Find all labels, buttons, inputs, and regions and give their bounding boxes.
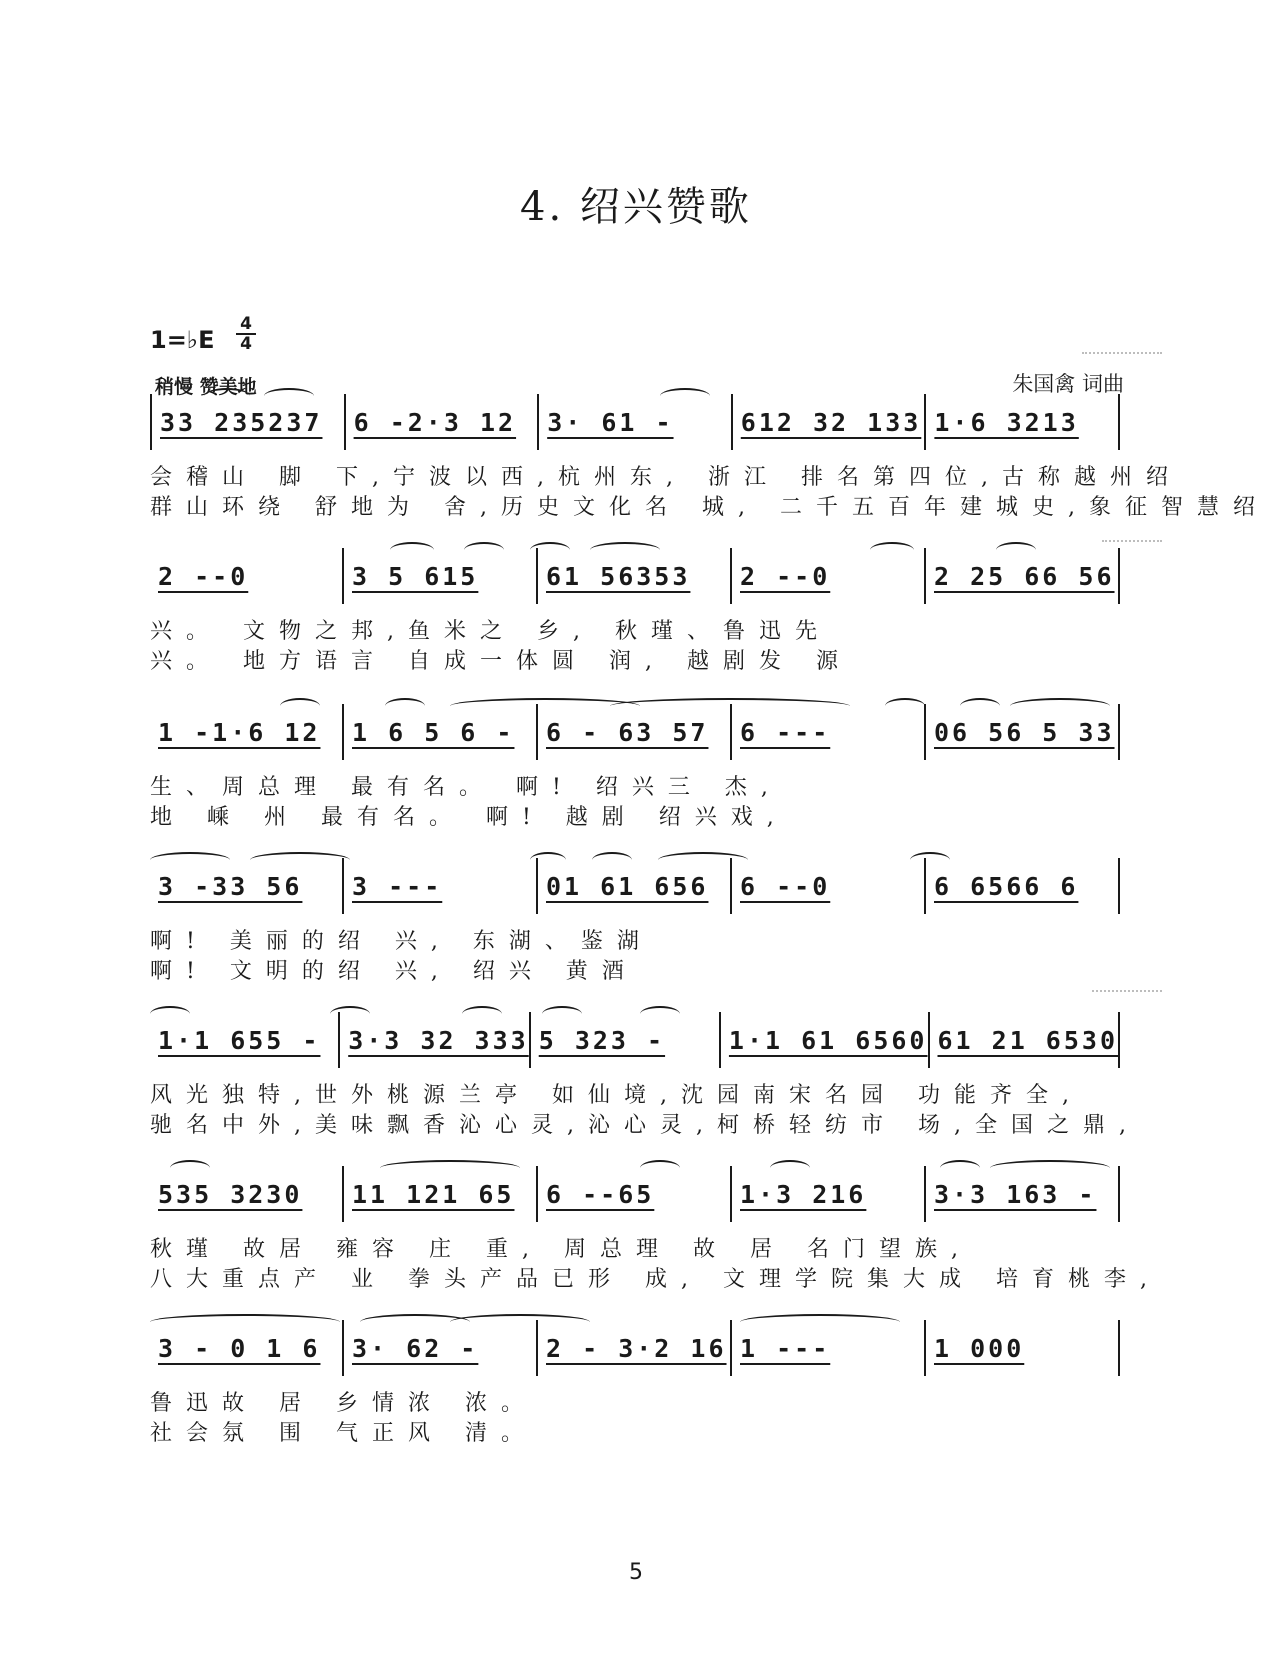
score-system [150,1012,1140,1138]
time-signature-bottom: 4 [240,334,252,354]
slur [380,1160,520,1176]
lyric-verse-2: 群山环绕 舒地为 舍,历史文化名 城, 二千五百年建城史,象征智慧绍 [150,495,1269,520]
lyric-verse-2: 八大重点产 业 拳头产品已形 成, 文理学院集大成 培育桃李, [150,1267,1161,1292]
measure: 01 61 656 [538,858,732,914]
slur [770,1160,810,1176]
song-title: 4. 绍兴赞歌 [520,184,752,230]
slur [640,1160,680,1176]
score-system [150,704,1120,830]
measure: 61 21 6530 [930,1012,1121,1068]
page-number: 5 [629,1560,643,1585]
slur [542,1006,582,1022]
staff-line [150,548,1120,604]
slur [280,698,320,714]
score-system [150,1320,1120,1446]
staff-line [150,704,1120,760]
measure: 3 -33 56 [150,858,344,914]
measure: 2 - 3·2 16 [538,1320,732,1376]
slur [170,1160,210,1176]
staff-line [150,1012,1120,1068]
lyric-verse-1: 秋瑾 故居 雍容 庄 重, 周总理 故 居 名门望族, [150,1237,972,1262]
slur [960,698,1000,714]
measure: 1·6 3213 [926,394,1120,450]
slur [996,542,1036,558]
measure: 3 --- [344,858,538,914]
time-signature-top: 4 [240,314,252,334]
lyric-verse-2: 啊! 文明的绍 兴, 绍兴 黄酒 [150,959,638,984]
slur [330,1006,370,1022]
slur [250,852,350,868]
lyric-verse-2: 兴。 地方语言 自成一体圆 润, 越剧发 源 [150,649,852,674]
slur [740,1314,900,1330]
score-system [150,1166,1161,1292]
measure: 06 56 5 33 [926,704,1120,760]
slur [940,1160,980,1176]
slur [885,698,925,714]
slur [385,698,425,714]
slur [150,1006,190,1022]
slur [658,852,748,868]
slur [590,542,660,558]
slur [990,1160,1110,1176]
measure: 6 -2·3 12 [346,394,540,450]
lyric-verse-1: 会稽山 脚 下,宁波以西,杭州东, 浙江 排名第四位,古称越州绍 [150,465,1182,490]
measure: 33 235237 [152,394,346,450]
slur [610,698,850,714]
slur [530,542,570,558]
measure: 3 5 615 [344,548,538,604]
measure: 2 --0 [732,548,926,604]
measure: 2 25 66 56 [926,548,1120,604]
staff-line [150,1166,1120,1222]
measure: 3 - 0 1 6 [150,1320,344,1376]
measure: 3·3 163 - [926,1166,1120,1222]
score-system [150,858,1120,984]
measure: 1 --- [732,1320,926,1376]
measure: 3· 61 - [539,394,733,450]
slur [390,542,434,558]
measure: 5 323 - [531,1012,721,1068]
staff-line [150,1320,1120,1376]
slur [640,1006,680,1022]
measure: 6 --65 [538,1166,732,1222]
slur [462,1006,502,1022]
measure: 1·1 61 6560 [721,1012,930,1068]
slur [910,852,950,868]
staff-line [150,858,1120,914]
tempo-marking: 稍慢 赞美地 [155,376,257,398]
staff-line [150,394,1120,450]
measure: 3· 62 - [344,1320,538,1376]
lyric-verse-1: 啊! 美丽的绍 兴, 东湖、鉴湖 [150,929,653,954]
lyric-verse-2: 地 嵊 州 最有名。 啊! 越剧 绍兴戏, [150,805,788,830]
measure: 612 32 133 [733,394,927,450]
slur [464,542,504,558]
measure: 1 -1·6 12 [150,704,344,760]
slur [1010,698,1110,714]
slur [450,1314,590,1330]
lyric-verse-1: 兴。 文物之邦,鱼米之 乡, 秋瑾、鲁迅先 [150,619,831,644]
measure: 6 --0 [732,858,926,914]
composer-credit: 朱国禽 词曲 [1012,372,1124,396]
slur [530,852,566,868]
slur [150,1314,340,1330]
measure: 61 56353 [538,548,732,604]
measure: 6 --- [732,704,926,760]
slur [870,542,914,558]
slur [204,388,250,404]
measure: 3·3 32 333 [340,1012,531,1068]
scan-guide-line [1102,540,1162,542]
measure: 1 6 5 6 - [344,704,538,760]
measure: 6 - 63 57 [538,704,732,760]
lyric-verse-2: 社会氛 围 气正风 清。 [150,1421,537,1446]
lyric-verse-1: 鲁迅故 居 乡情浓 浓。 [150,1391,537,1416]
measure: 1 000 [926,1320,1120,1376]
lyric-verse-2: 驰名中外,美味飘香沁心灵,沁心灵,柯桥轻纺市 场,全国之鼎, [150,1113,1140,1138]
measure: 11 121 65 [344,1166,538,1222]
slur [592,852,632,868]
score-system [150,548,1120,674]
measure: 1·1 655 - [150,1012,340,1068]
slur [150,852,230,868]
measure: 6 6566 6 [926,858,1120,914]
lyric-verse-1: 生、周总理 最有名。 啊! 绍兴三 杰, [150,775,782,800]
key-signature: 1=♭E [150,326,215,354]
score-system [150,394,1269,520]
scan-guide-line [1092,990,1162,992]
slur [264,388,314,404]
slur [660,388,710,404]
lyric-verse-1: 风光独特,世外桃源兰亭 如仙境,沈园南宋名园 功能齐全, [150,1083,1083,1108]
scan-guide-line [1082,352,1162,354]
measure: 535 3230 [150,1166,344,1222]
measure: 1·3 216 [732,1166,926,1222]
measure: 2 --0 [150,548,344,604]
time-signature [236,316,256,352]
